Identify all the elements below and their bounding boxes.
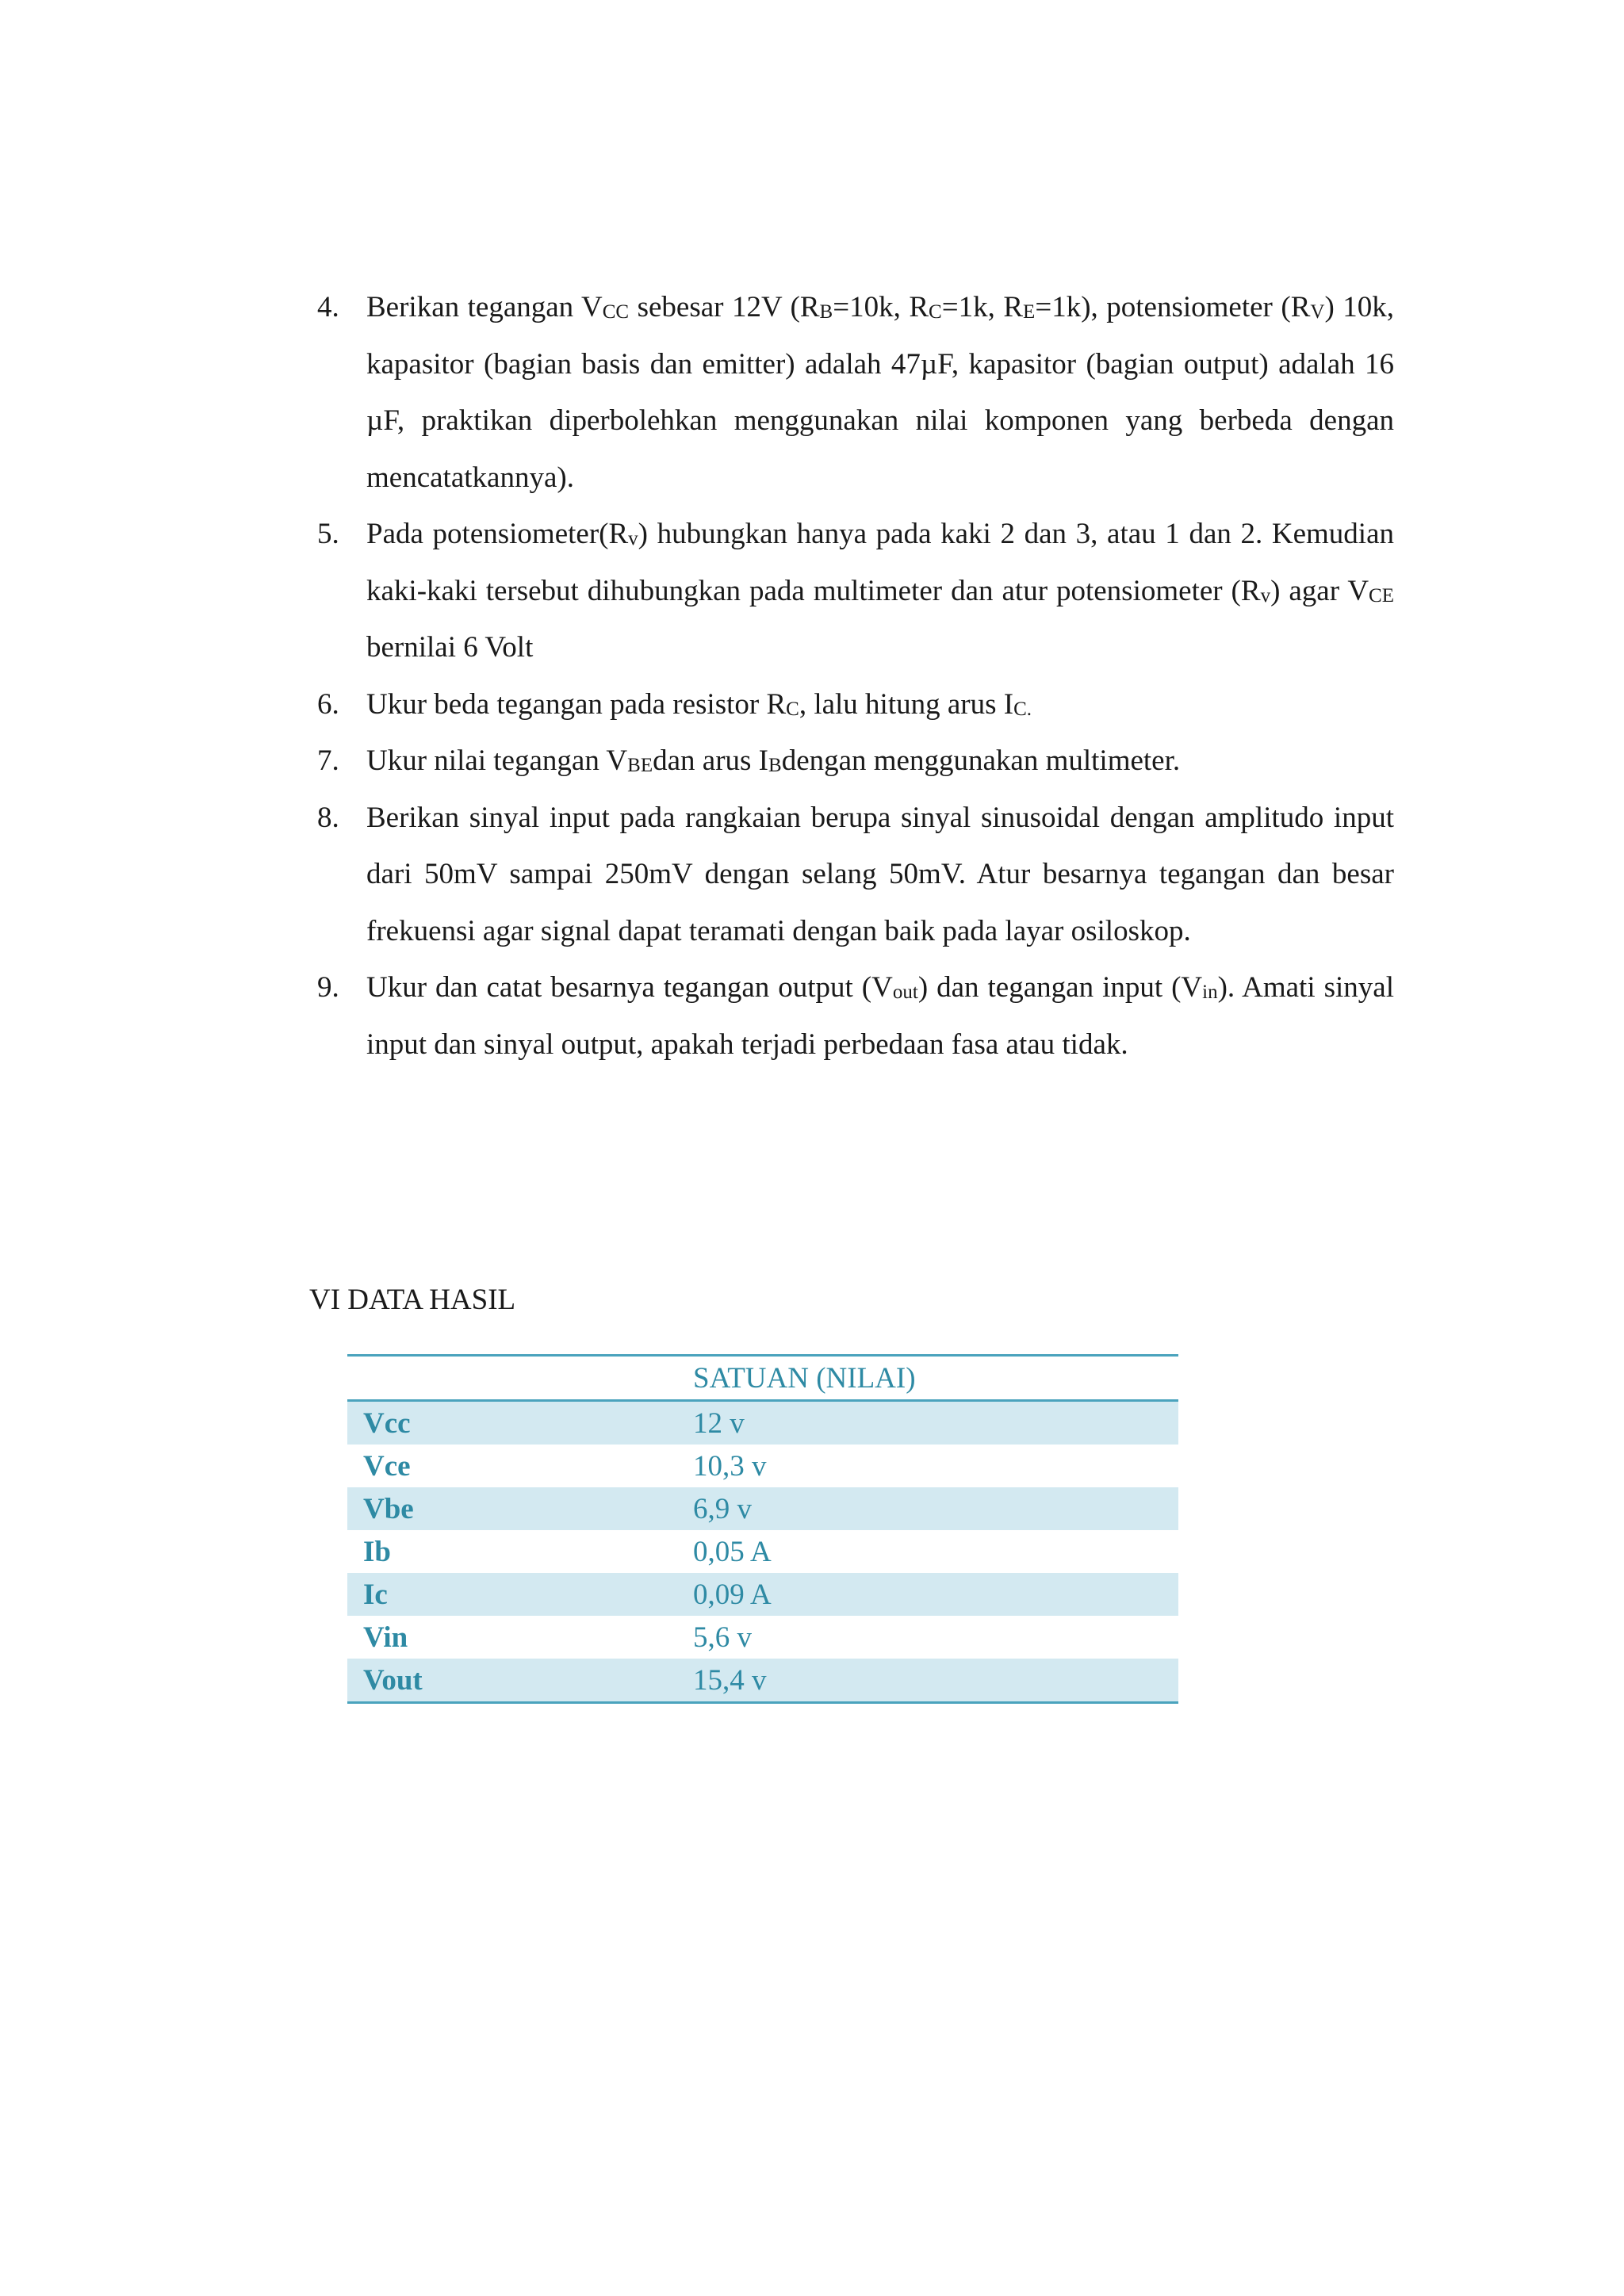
step-number: 6. — [317, 687, 339, 721]
procedure-step — [317, 733, 1394, 790]
table-row — [347, 1530, 1178, 1573]
row-label: Vce — [363, 1449, 411, 1483]
step-number: 5. — [317, 518, 339, 550]
procedure-step — [317, 279, 1394, 506]
row-label: Vout — [347, 1659, 677, 1703]
table-header-row — [347, 1356, 1178, 1401]
table-row — [347, 1573, 1178, 1616]
step-text: Pada $potensiometer(R_v)$ hubungkan hanya pada kaki 2 dan 3, atau 1 dan 2. Kemudian kaki-kaki tersebut dihubungkan pada multimeter dan atur potensiometer $(R_v)$ agar $V_{CE}$ bernilai 6 Volt — [366, 518, 1395, 664]
row-value: 12 v — [677, 1401, 1178, 1445]
procedure-step — [317, 959, 1394, 1073]
procedure-steps-list — [317, 279, 1394, 1073]
row-label: Vbe — [347, 1487, 677, 1530]
row-value: 6,9 v — [677, 1487, 1178, 1530]
table-row — [347, 1616, 1178, 1659]
row-value: 0,05 A — [693, 1535, 772, 1568]
step-text: Ukur beda tegangan pada resistor $R_C$, lalu hitung arus $I_{C.}$ — [366, 687, 1032, 721]
step-number: 8. — [317, 801, 339, 834]
row-value: 15,4 v — [677, 1659, 1178, 1703]
row-label: Ib — [363, 1535, 391, 1568]
table-row — [347, 1401, 1178, 1445]
step-number: 7. — [317, 744, 339, 777]
table-row — [347, 1445, 1178, 1487]
row-label: Vcc — [347, 1401, 677, 1445]
results-table — [347, 1354, 1178, 1704]
row-label: Ic — [347, 1573, 677, 1616]
step-text: Ukur nilai tegangan $V_{BE}dan$ arus $I_Bdengan$ menggunakan multimeter. — [366, 744, 1181, 777]
procedure-step — [317, 790, 1394, 960]
procedure-step — [317, 676, 1394, 733]
procedure-step — [317, 506, 1394, 676]
step-number: 9. — [317, 971, 339, 1004]
table-row — [347, 1487, 1178, 1530]
section-heading: VI DATA HASIL — [309, 1284, 516, 1316]
row-value: 5,6 v — [693, 1621, 752, 1654]
table-header-cell — [347, 1356, 677, 1401]
step-text: Ukur dan catat besarnya tegangan output $(V_{out})$ dan tegangan input $(V_{in})$. Amati sinyal input dan sinyal output, apakah terjadi perbedaan fasa atau tidak. — [366, 971, 1394, 1061]
table-row — [347, 1659, 1178, 1703]
step-text: Berikan sinyal input pada rangkaian berupa sinyal sinusoidal dengan amplitudo input dari 50mV sampai 250mV dengan selang 50mV. Atur besarnya tegangan dan besar frekuensi agar signal dapat teramati dengan baik pada layar osiloskop. — [366, 801, 1394, 947]
table-header-cell: SATUAN (NILAI) — [677, 1356, 1178, 1401]
row-value: 10,3 v — [693, 1449, 767, 1483]
step-number: 4. — [317, 291, 339, 323]
step-text: Berikan tegangan $V_{CC}$ sebesar 12V ($R_B=10k$, $R_C=1k$, $R_E=1k$), potensiometer $(R_V)$ 10k, kapasitor (bagian basis dan emitter) adalah 47µF, kapasitor (bagian output) adalah 16 µF, praktikan diperbolehkan menggunakan nilai komponen yang berbeda dengan mencatatkannya). — [366, 291, 1395, 494]
row-value: 0,09 A — [677, 1573, 1178, 1616]
row-label: Vin — [363, 1621, 408, 1654]
